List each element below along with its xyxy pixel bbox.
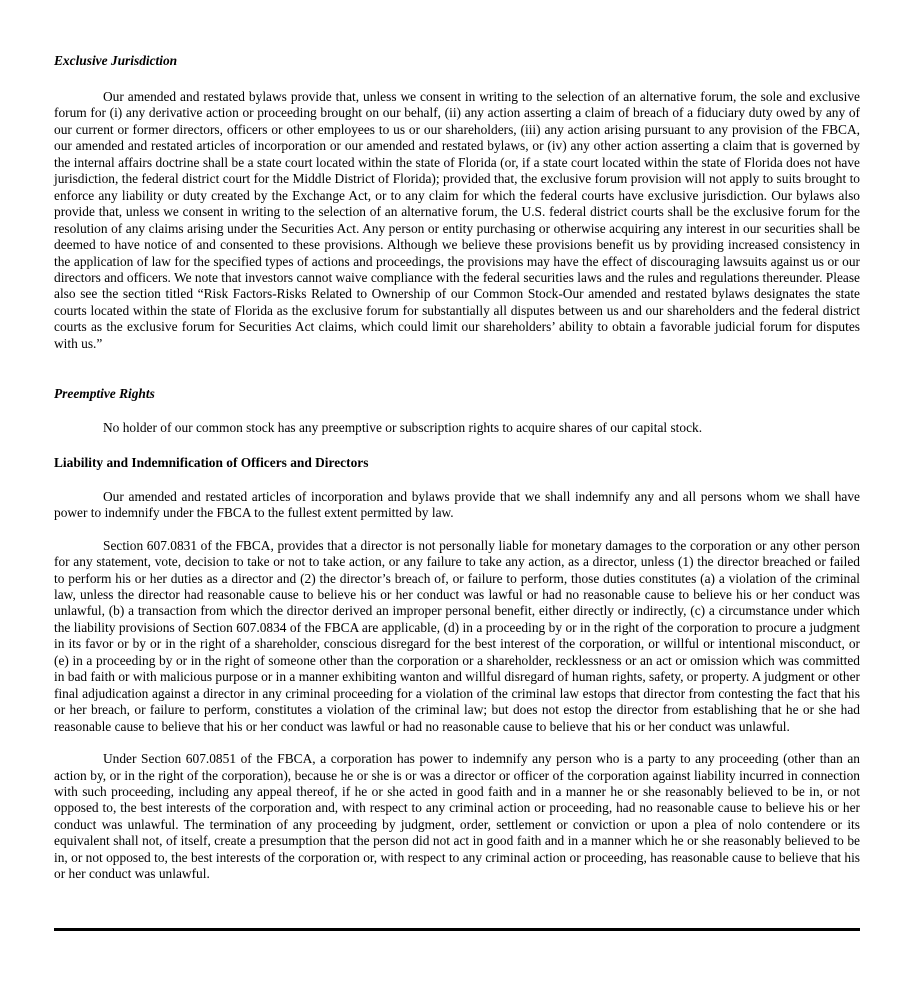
liability-paragraph-3: Under Section 607.0851 of the FBCA, a corporation has power to indemnify any person who is a party to any proceeding (other than an action by, or in the right of the corporation), because he or she is or was a director or officer of the corporation against liability incurred in connection with such proceeding, including any appeal thereof, if he or she acted in good faith and in a manner he or she reasonably believed to be in, or not opposed to, the best interests of the corporation and, with respect to any criminal action or proceeding, had no reasonable cause to believe his or her conduct was unlawful. The termination of any proceeding by judgment, order, settlement or conviction or upon a plea of nolo contendere or its equivalent shall not, of itself, create a presumption that the person did not act in good faith and in a manner which he or she reasonably believed to be in, or not opposed to, the best interests of the corporation or, with respect to any criminal action or proceeding, has reasonable cause to believe that his or her conduct was unlawful. [54,751,860,882]
exclusive-jurisdiction-paragraph: Our amended and restated bylaws provide that, unless we consent in writing to the selection of an alternative forum, the sole and exclusive forum for (i) any derivative action or proceeding brought on our behalf, (ii) any action asserting a claim of breach of a fiduciary duty owed by any of our current or former directors, officers or other employees to us or our shareholders, (iii) any action arising pursuant to any provision of the FBCA, our amended and restated articles of incorporation or our amended and restated bylaws, or (iv) any other action asserting a claim that is governed by the internal affairs doctrine shall be a state court located within the state of Florida (or, if a state court located within the state of Florida does not have jurisdiction, the federal district court for the Middle District of Florida); provided that, the exclusive forum provision will not apply to suits brought to enforce any liability or duty created by the Exchange Act, or to any claim for which the federal courts have exclusive jurisdiction. Our bylaws also provide that, unless we consent in writing to the selection of an alternative forum, the U.S. federal district courts shall be the exclusive forum for the resolution of any claims arising under the Securities Act. Any person or entity purchasing or otherwise acquiring any interest in our securities shall be deemed to have notice of and consented to these provisions. Although we believe these provisions benefit us by providing increased consistency in the application of law for the specified types of actions and proceedings, the provisions may have the effect of discouraging lawsuits against us or our directors and officers. We note that investors cannot waive compliance with the federal securities laws and the rules and regulations thereunder. Please also see the section titled “Risk Factors-Risks Related to Ownership of our Common Stock-Our amended and restated bylaws designates the state courts located within the state of Florida as the exclusive forum for substantially all disputes between us and our shareholders and the federal district courts as the exclusive forum for Securities Act claims, which could limit our shareholders’ ability to obtain a favorable judicial forum for disputes with us.” [54,89,860,351]
liability-heading: Liability and Indemnification of Officers and Directors [54,454,369,470]
preemptive-rights-heading: Preemptive Rights [54,386,155,402]
preemptive-rights-paragraph: No holder of our common stock has any preemptive or subscription rights to acquire shares of our capital stock. [103,420,703,436]
liability-paragraph-1: Our amended and restated articles of incorporation and bylaws provide that we shall indemnify any and all persons whom we shall have power to indemnify under the FBCA to the fullest extent permitted by law. [54,488,860,521]
exclusive-jurisdiction-heading: Exclusive Jurisdiction [54,53,178,68]
footer-rule [54,928,860,931]
liability-paragraph-2: Section 607.0831 of the FBCA, provides that a director is not personally liable for monetary damages to the corporation or any other person for any statement, vote, decision to take or not to take action, or any failure to take any action, as a director, unless (1) the director breached or failed to perform his or her duties as a director and (2) the director’s breach of, or failure to perform, those duties constitutes (a) a violation of the criminal law, unless the director had reasonable cause to believe his or her conduct was lawful or had no reasonable cause to believe his or her conduct was unlawful, (b) a transaction from which the director derived an improper personal benefit, either directly or indirectly, (c) a circumstance under which the liability provisions of Section 607.0834 of the FBCA are applicable, (d) in a proceeding by or in the right of the corporation to procure a judgment in its favor or by or in the right of a shareholder, conscious disregard for the best interest of the corporation, or willful or intentional misconduct, or (e) in a proceeding by or in the right of someone other than the corporation or a shareholder, recklessness or an act or omission which was committed in bad faith or with malicious purpose or in a manner exhibiting wanton and willful disregard of human rights, safety, or property. A judgment or other final adjudication against a director in any criminal proceeding for a violation of the criminal law estops that director from contesting the fact that his or her breach, or failure to perform, constitutes a violation of the criminal law; but does not estop the director from establishing that he or she had reasonable cause to believe that his or her conduct was lawful or had no reasonable cause to believe that his or her conduct was unlawful. [54,537,860,734]
document-page [54,52,860,883]
